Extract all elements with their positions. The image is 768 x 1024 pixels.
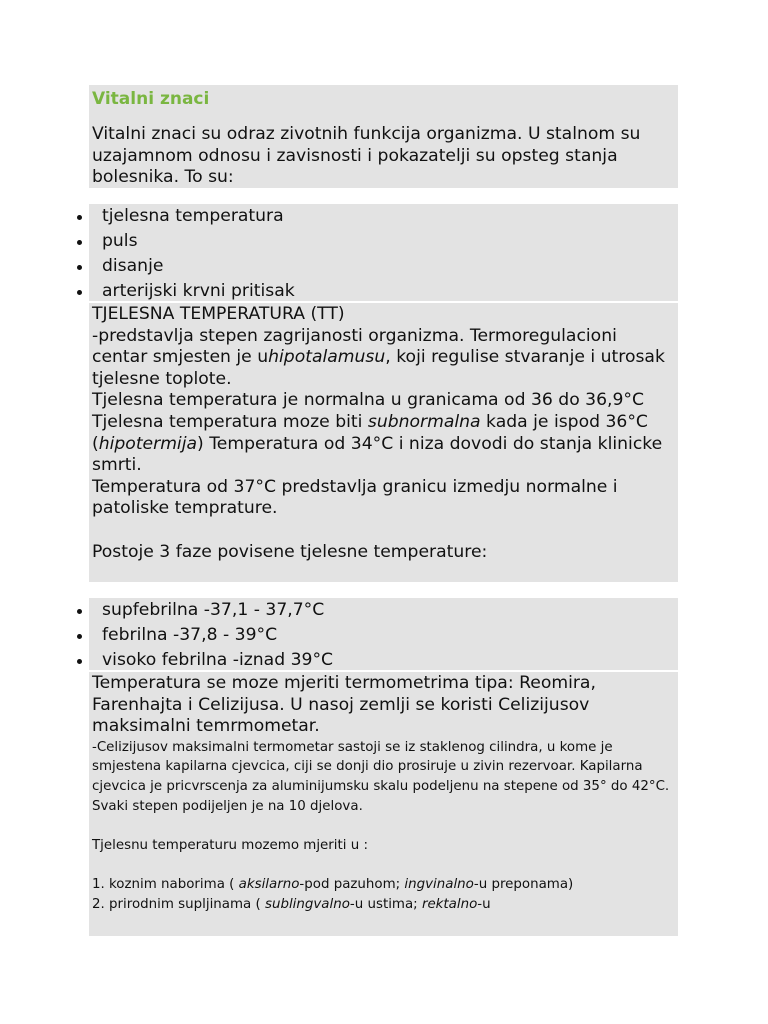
measurement-section: [89, 672, 678, 936]
bullet-icon: [77, 609, 82, 614]
paragraph-phases: Postoje 3 faze povisene tjelesne temperature:: [92, 541, 488, 562]
list-item-body-cavities: 2. prirodnim supljinama ( sublingvalno-u ustima; rektalno-u: [92, 896, 491, 912]
list-item: visoko febrilna -iznad 39°C: [89, 648, 678, 673]
list-item: arterijski krvni pritisak: [89, 279, 678, 304]
vitals-list: [89, 204, 678, 304]
intro-block: [89, 85, 678, 188]
page-title: Vitalni znaci: [92, 89, 210, 109]
list-item: supfebrilna -37,1 - 37,7°C: [89, 598, 678, 623]
bullet-icon: [77, 265, 82, 270]
list-item-skin-folds: 1. koznim naborima ( aksilarno-pod pazuhom; ingvinalno-u preponama): [92, 876, 574, 892]
paragraph-definition: -predstavlja stepen zagrijanosti organizma. Termoregulacioni centar smjesten je uhipotalamusu, koji regulise stvaranje i utrosak tjelesne toplote.: [92, 325, 665, 389]
bullet-icon: [77, 659, 82, 664]
list-item: puls: [89, 229, 678, 254]
bullet-icon: [77, 634, 82, 639]
bullet-icon: [77, 215, 82, 220]
fever-list: [89, 598, 678, 673]
bullet-icon: [77, 240, 82, 245]
paragraph-subnormal: Tjelesna temperatura moze biti subnormalna kada je ispod 36°C (hipotermija) Temperatura od 34°C i niza dovodi do stanja klinicke smrti.: [92, 411, 663, 476]
vitals-list-block: [89, 204, 678, 301]
paragraph-thermometers: Temperatura se moze mjeriti termometrima tipa: Reomira, Farenhajta i Celizijusa. U nasoj zemlji se koristi Celizijusov maksimalni temrmometar.: [92, 673, 596, 737]
temperature-section: [89, 303, 678, 582]
paragraph-normal-range: Tjelesna temperatura je normalna u granicama od 36 do 36,9°C: [92, 390, 645, 411]
fever-list-block: [89, 598, 678, 670]
intro-paragraph: Vitalni znaci su odraz zivotnih funkcija organizma. U stalnom su uzajamnom odnosu i zavisnosti i pokazatelji su opsteg stanja bolesnika. To su:: [92, 124, 641, 188]
bullet-icon: [77, 290, 82, 295]
paragraph-boundary: Temperatura od 37°C predstavlja granicu izmedju normalne i patoliske temprature.: [92, 476, 618, 519]
paragraph-sites-intro: Tjelesnu temperaturu mozemo mjeriti u :: [92, 837, 368, 853]
list-item: febrilna -37,8 - 39°C: [89, 623, 678, 648]
list-item: tjelesna temperatura: [89, 204, 678, 229]
section-heading: TJELESNA TEMPERATURA (TT): [92, 304, 345, 324]
paragraph-celsius-thermometer: -Celizijusov maksimalni termometar sastoji se iz staklenog cilindra, u kome je smjestena kapilarna cjevcica, ciji se donji dio prosiruje u zivin rezervoar. Kapilarna cjevcica je pricvrscenja za aluminijumsku skalu podeljenu na stepene od 35° do 42°C. Svaki stepen podijeljen je na 10 djelova.: [92, 739, 670, 814]
list-item: disanje: [89, 254, 678, 279]
